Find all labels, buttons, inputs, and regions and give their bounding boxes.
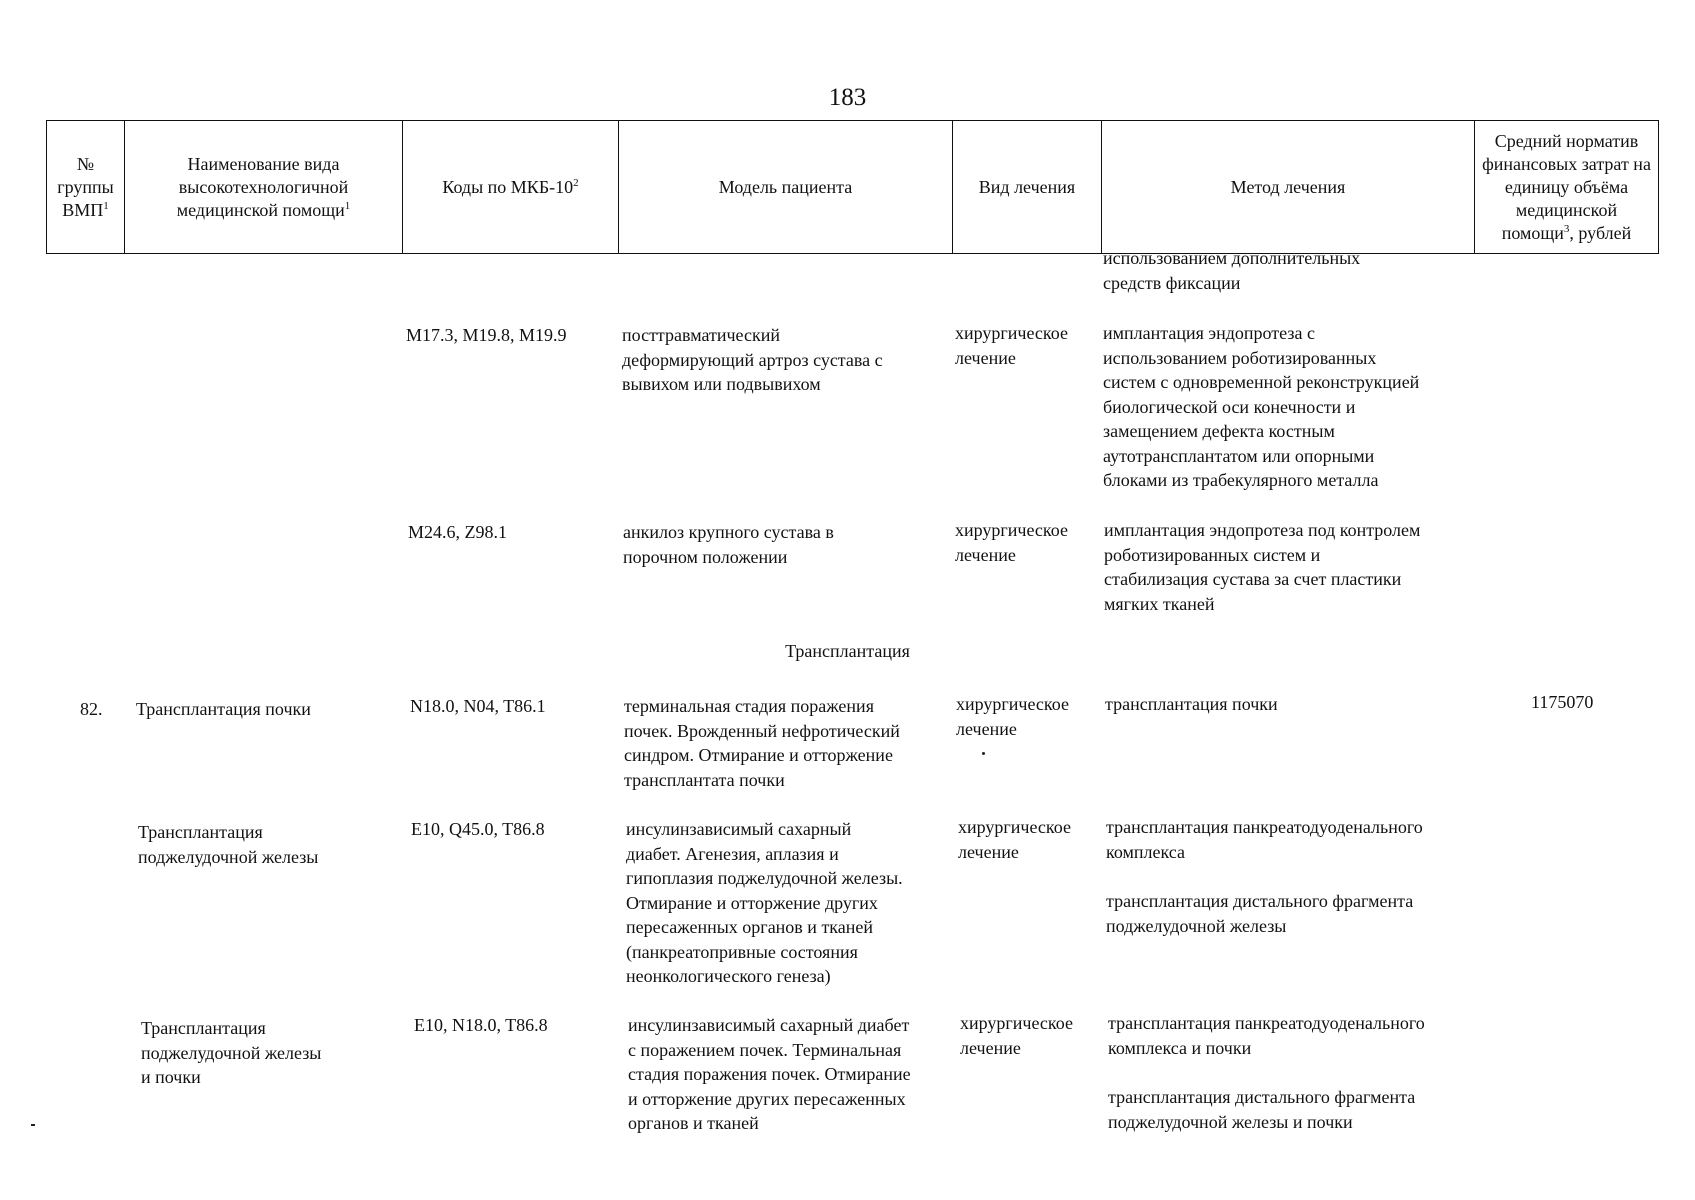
treatment-method-cell: трансплантация панкреатодуоденального комплекса — [1106, 817, 1423, 862]
section-title: Трансплантация — [785, 641, 910, 661]
patient-model-cell: анкилоз крупного сустава в порочном положении — [623, 522, 834, 567]
header-group-number: № группы ВМП$^1$ — [47, 121, 125, 254]
care-type-name-cell: Трансплантация поджелудочной железы — [138, 822, 319, 867]
patient-model-cell: инсулинзависимый сахарный диабет с поражением почек. Терминальная стадия поражения почек. Отмирание и отторжение других пересаженных органов и тканей — [628, 1015, 911, 1133]
treatment-method-cell: имплантация эндопротеза с использованием роботизированных систем с одновременной реконструкцией биологической оси конечности и замещением дефекта костным аутотрансплантатом или опорными блоками из трабекулярного металла — [1103, 323, 1420, 490]
treatment-type-cell: хирургическое лечение — [956, 694, 1069, 739]
stray-mark — [982, 752, 985, 755]
icd-codes-cell: M17.3, M19.8, M19.9 — [406, 325, 567, 345]
stray-mark — [31, 1124, 35, 1126]
icd-codes-cell: E10, N18.0, T86.8 — [414, 1015, 548, 1035]
treatment-method-cell: трансплантация почки — [1105, 694, 1278, 714]
patient-model-cell: посттравматический деформирующий артроз сустава с вывихом или подвывихом — [622, 325, 883, 394]
treatment-method-cell: трансплантация дистального фрагмента поджелудочной железы — [1106, 891, 1414, 936]
treatment-type-cell: хирургическое лечение — [955, 323, 1068, 368]
care-type-name-cell: Трансплантация поджелудочной железы и почки — [141, 1018, 322, 1087]
treatment-method-cell: трансплантация дистального фрагмента поджелудочной железы и почки — [1108, 1087, 1416, 1132]
treatment-type-cell: хирургическое лечение — [960, 1013, 1073, 1058]
treatment-method-cell: трансплантация панкреатодуоденального комплекса и почки — [1108, 1013, 1425, 1058]
treatment-type-cell: хирургическое лечение — [958, 817, 1071, 862]
patient-model-cell: терминальная стадия поражения почек. Врожденный нефротический синдром. Отмирание и отторжение трансплантата почки — [624, 696, 900, 790]
header-care-type-name: Наименование вида высокотехнологичной медицинской помощи$^1$ — [125, 121, 403, 254]
treatment-method-cell: имплантация эндопротеза под контролем роботизированных систем и стабилизация сустава за счет пластики мягких тканей — [1104, 520, 1421, 614]
header-treatment-method: Метод лечения — [1102, 121, 1475, 254]
care-type-name-cell: Трансплантация почки — [136, 699, 311, 719]
page-number: 183 — [828, 84, 867, 111]
continued-method-text: использованием дополнительных средств фиксации — [1103, 248, 1361, 293]
header-treatment-type: Вид лечения — [953, 121, 1102, 254]
icd-codes-cell: M24.6, Z98.1 — [408, 522, 507, 542]
group-number-cell: 82. — [80, 699, 103, 719]
header-patient-model: Модель пациента — [619, 121, 953, 254]
header-average-cost: Средний норматив финансовых затрат на единицу объёма медицинской помощи$^3$, рублей — [1475, 121, 1659, 254]
patient-model-cell: инсулинзависимый сахарный диабет. Агенезия, аплазия и гипоплазия поджелудочной железы. Отмирание и отторжение других пересаженных органов и тканей (панкреатопривные состояния неонкологического генеза) — [626, 819, 903, 986]
icd-codes-cell: E10, Q45.0, T86.8 — [411, 819, 545, 839]
icd-codes-cell: N18.0, N04, T86.1 — [410, 696, 546, 716]
average-cost-cell: 1175070 — [1531, 692, 1594, 712]
header-icd-codes: Коды по МКБ-$10^2$ — [403, 121, 619, 254]
table-header — [46, 120, 1659, 254]
treatment-type-cell: хирургическое лечение — [955, 520, 1068, 565]
